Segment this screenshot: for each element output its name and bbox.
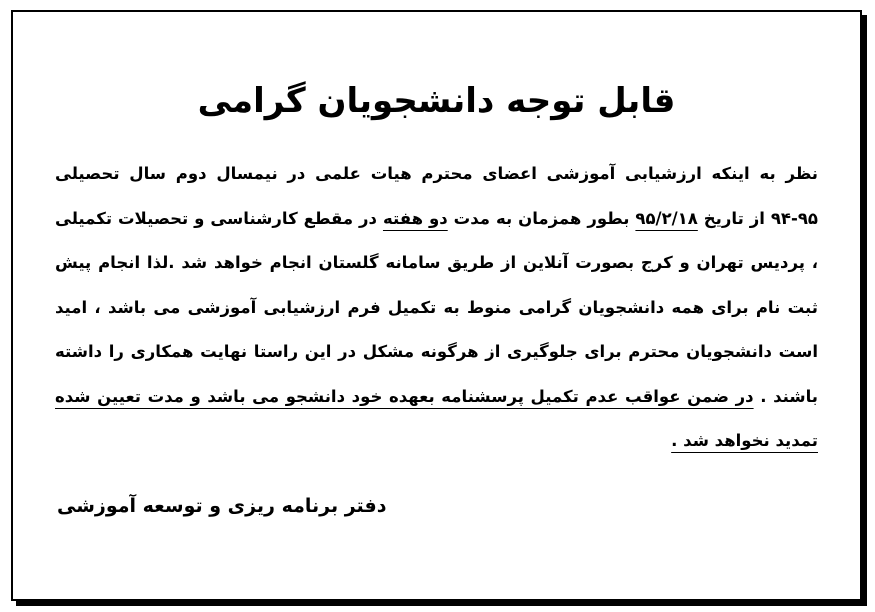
notice-title: قابل توجه دانشجویان گرامی [197, 81, 676, 121]
evaluation-duration: دو هفته [382, 208, 448, 228]
warning-text: در ضمن عواقب عدم تکمیل پرسشنامه بعهده خود دانشجو می باشد و مدت تعیین شده تمدید نخواهد شد . [55, 386, 818, 450]
notice-body [55, 152, 818, 464]
body-text-part3: در مقطع کارشناسی و تحصیلات تکمیلی ، پردیس تهران و کرج بصورت آنلاین از طریق سامانه گلستان انجام خواهد شد .لذا انجام پیش ثبت نام برای همه دانشجویان گرامی منوط به تکمیل فرم ارزشیابی آموزشی می باشد ، امید است دانشجویان محترم برای جلوگیری از هرگونه مشکل در این راستا نهایت همکاری را داشته باشند . [55, 208, 818, 406]
body-text-part2: بطور همزمان به مدت [447, 208, 636, 228]
start-date: ۹۵/۲/۱۸ [635, 208, 698, 228]
notice-frame [11, 10, 862, 601]
signature: دفتر برنامه ریزی و توسعه آموزشی [57, 495, 387, 517]
body-text-part1: نظر به اینکه ارزشیابی آموزشی اعضای محترم هیات علمی در نیمسال دوم سال تحصیلی ۹۵-۹۴ از تاریخ [55, 164, 818, 228]
